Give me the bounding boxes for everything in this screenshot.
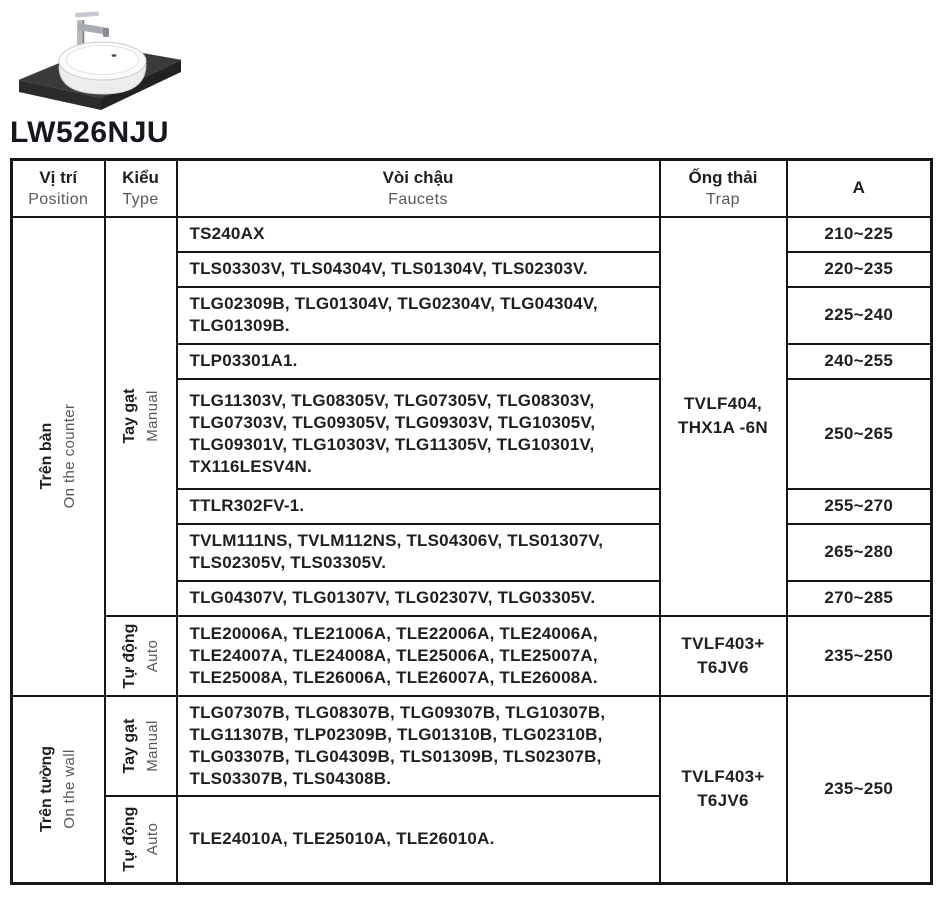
type-wall-manual-vi: Tay gạt (120, 718, 138, 773)
faucets-cell-10: TLG07307B, TLG08307B, TLG09307B, TLG10307B, TLG11307B, TLP02309B, TLG01310B, TLG02310B, TLG03307B, TLG04309B, TLS01309B, TLS02307B, TLS03307B, TLS04308B. (177, 696, 660, 796)
faucets-cell-9: TLE20006A, TLE21006A, TLE22006A, TLE24006A, TLE24007A, TLE24008A, TLE25006A, TLE25007A, TLE25008A, TLE26006A, TLE26007A, TLE26008A. (177, 616, 660, 696)
faucets-cell-1: TS240AX (177, 217, 660, 252)
col-header-trap-vi: Ống thải (688, 167, 758, 187)
faucets-cell-8: TLG04307V, TLG01307V, TLG02307V, TLG03305V. (177, 581, 660, 616)
a-cell-4: 240~255 (787, 344, 932, 379)
product-photo-washbasin (15, 10, 187, 112)
type-counter-auto-vi: Tự động (120, 623, 138, 688)
faucets-cell-7: TVLM111NS, TVLM112NS, TLS04306V, TLS01307V, TLS02305V, TLS03305V. (177, 524, 660, 581)
col-header-a-label: A (852, 177, 865, 197)
faucets-cell-5: TLG11303V, TLG08305V, TLG07305V, TLG08303V, TLG07303V, TLG09305V, TLG09303V, TLG10305V, TLG09301V, TLG10303V, TLG11305V, TLG10301V, TX116LESV4N. (177, 379, 660, 489)
product-code-title: LW526NJU (10, 116, 170, 149)
col-header-position (12, 160, 105, 217)
faucets-cell-11: TLE24010A, TLE25010A, TLE26010A. (177, 796, 660, 884)
trap-cell-counter-manual: TVLF404, THX1A -6N (660, 217, 787, 616)
col-header-position-vi: Vị trí (39, 167, 78, 187)
col-header-faucets (177, 160, 660, 217)
trap-cell-wall: TVLF403+ T6JV6 (660, 696, 787, 884)
a-cell-9: 235~250 (787, 616, 932, 696)
col-header-trap-en: Trap (706, 190, 740, 208)
type-counter-auto-en: Auto (143, 639, 161, 672)
a-cell-2: 220~235 (787, 252, 932, 287)
a-cell-3: 225~240 (787, 287, 932, 344)
type-wall-manual-en: Manual (143, 719, 161, 772)
type-cell-wall-auto (105, 796, 177, 884)
position-counter-en: On the counter (60, 403, 78, 509)
position-wall-vi: Trên tường (38, 746, 56, 833)
col-header-faucets-en: Faucets (388, 190, 448, 208)
a-cell-1: 210~225 (787, 217, 932, 252)
col-header-a (787, 160, 932, 217)
position-cell-wall (12, 696, 105, 884)
basin (59, 42, 146, 94)
faucets-cell-2: TLS03303V, TLS04304V, TLS01304V, TLS02303V. (177, 252, 660, 287)
col-header-faucets-vi: Vòi chậu (382, 167, 454, 187)
trap-cell-counter-auto: TVLF403+ T6JV6 (660, 616, 787, 696)
faucets-cell-3: TLG02309B, TLG01304V, TLG02304V, TLG04304V, TLG01309B. (177, 287, 660, 344)
position-wall-en: On the wall (60, 749, 78, 829)
col-header-type-en: Type (122, 190, 159, 208)
col-header-type-vi: Kiểu (122, 167, 159, 187)
position-counter-vi: Trên bàn (38, 422, 56, 490)
a-cell-6: 255~270 (787, 489, 932, 524)
type-wall-auto-en: Auto (143, 823, 161, 856)
col-header-position-en: Position (28, 190, 89, 208)
type-counter-manual-en: Manual (143, 390, 161, 442)
col-header-type (105, 160, 177, 217)
type-cell-counter-auto (105, 616, 177, 696)
a-cell-8: 270~285 (787, 581, 932, 616)
type-counter-manual-vi: Tay gạt (120, 388, 138, 444)
faucets-cell-6: TTLR302FV-1. (177, 489, 660, 524)
spec-table (10, 158, 933, 885)
col-header-trap (660, 160, 787, 217)
a-cell-7: 265~280 (787, 524, 932, 581)
type-cell-wall-manual (105, 696, 177, 796)
a-cell-5: 250~265 (787, 379, 932, 489)
faucets-cell-4: TLP03301A1. (177, 344, 660, 379)
position-cell-counter (12, 217, 105, 696)
type-wall-auto-vi: Tự động (120, 806, 138, 872)
type-cell-counter-manual (105, 217, 177, 616)
a-cell-wall: 235~250 (787, 696, 932, 884)
